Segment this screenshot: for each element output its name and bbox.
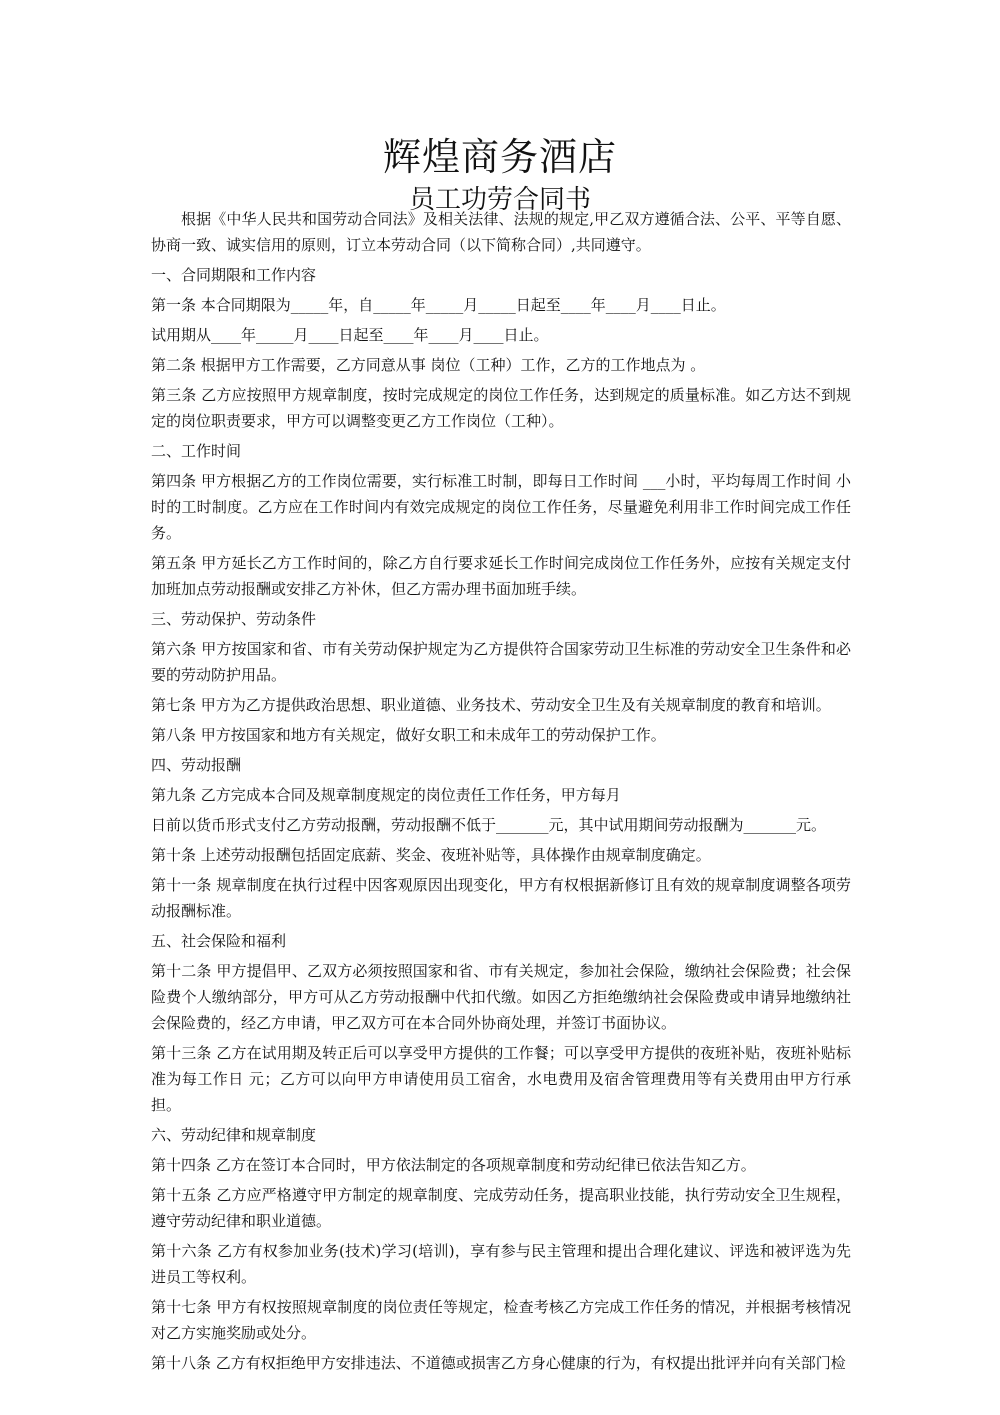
section-heading: 三、劳动保护、劳动条件 bbox=[151, 610, 317, 628]
clause-paragraph: 日前以货币形式支付乙方劳动报酬，劳动报酬不低于_______元，其中试用期间劳动报酬为_______元。 bbox=[151, 816, 827, 834]
clause-paragraph: 第九条 乙方完成本合同及规章制度规定的岗位责任工作任务，甲方每月 bbox=[151, 786, 621, 804]
contract-body bbox=[151, 206, 851, 1376]
section-heading: 六、劳动纪律和规章制度 bbox=[151, 1126, 317, 1144]
clause-paragraph: 第十条 上述劳动报酬包括固定底薪、奖金、夜班补贴等，具体操作由规章制度确定。 bbox=[151, 846, 711, 864]
clause-paragraph: 第七条 甲方为乙方提供政治思想、职业道德、业务技术、劳动安全卫生及有关规章制度的教育和培训。 bbox=[151, 696, 831, 714]
clause-paragraph: 第八条 甲方按国家和地方有关规定，做好女职工和未成年工的劳动保护工作。 bbox=[151, 726, 666, 744]
clause-paragraph: 第三条 乙方应按照甲方规章制度，按时完成规定的岗位工作任务，达到规定的质量标准。如乙方达不到规定的岗位职责要求，甲方可以调整变更乙方工作岗位（工种）。 bbox=[151, 386, 851, 430]
preamble-paragraph: 根据《中华人民共和国劳动合同法》及相关法律、法规的规定,甲乙双方遵循合法、公平、平等自愿、协商一致、诚实信用的原则，订立本劳动合同（以下简称合同）,共同遵守。 bbox=[151, 210, 851, 254]
clause-paragraph: 第二条 根据甲方工作需要，乙方同意从事 岗位（工种）工作，乙方的工作地点为 。 bbox=[151, 356, 706, 374]
section-heading: 五、社会保险和福利 bbox=[151, 932, 287, 950]
section-heading: 一、合同期限和工作内容 bbox=[151, 266, 317, 284]
clause-paragraph: 第十四条 乙方在签订本合同时，甲方依法制定的各项规章制度和劳动纪律已依法告知乙方。 bbox=[151, 1156, 756, 1174]
clause-paragraph: 第一条 本合同期限为_____年，自_____年_____月_____日起至____年____月____日止。 bbox=[151, 296, 726, 314]
clause-paragraph: 第十三条 乙方在试用期及转正后可以享受甲方提供的工作餐；可以享受甲方提供的夜班补贴，夜班补贴标准为每工作日 元；乙方可以向甲方申请使用员工宿舍，水电费用及宿舍管理费用等有关费用由甲方行承担。 bbox=[151, 1044, 851, 1114]
section-heading: 二、工作时间 bbox=[151, 442, 242, 460]
clause-paragraph: 试用期从____年_____月____日起至____年____月____日止。 bbox=[151, 326, 549, 344]
clause-paragraph: 第十八条 乙方有权拒绝甲方安排违法、不道德或损害乙方身心健康的行为，有权提出批评并向有关部门检 bbox=[151, 1354, 846, 1372]
clause-paragraph: 第十五条 乙方应严格遵守甲方制定的规章制度、完成劳动任务，提高职业技能，执行劳动安全卫生规程，遵守劳动纪律和职业道德。 bbox=[151, 1186, 851, 1230]
clause-paragraph: 第十六条 乙方有权参加业务(技术)学习(培训)，享有参与民主管理和提出合理化建议、评选和被评选为先进员工等权利。 bbox=[151, 1242, 851, 1286]
clause-paragraph: 第五条 甲方延长乙方工作时间的，除乙方自行要求延长工作时间完成岗位工作任务外，应按有关规定支付加班加点劳动报酬或安排乙方补休，但乙方需办理书面加班手续。 bbox=[151, 554, 851, 598]
document-title: 辉煌商务酒店 bbox=[382, 135, 617, 179]
clause-paragraph: 第六条 甲方按国家和省、市有关劳动保护规定为乙方提供符合国家劳动卫生标准的劳动安全卫生条件和必要的劳动防护用品。 bbox=[151, 640, 851, 684]
clause-paragraph: 第十二条 甲方提倡甲、乙双方必须按照国家和省、市有关规定，参加社会保险，缴纳社会保险费；社会保险费个人缴纳部分，甲方可从乙方劳动报酬中代扣代缴。如因乙方拒绝缴纳社会保险费或申请异地缴纳社会保险费的，经乙方申请，甲乙双方可在本合同外协商处理，并签订书面协议。 bbox=[151, 962, 851, 1032]
clause-paragraph: 第十七条 甲方有权按照规章制度的岗位责任等规定，检查考核乙方完成工作任务的情况，并根据考核情况对乙方实施奖励或处分。 bbox=[151, 1298, 851, 1342]
clause-paragraph: 第四条 甲方根据乙方的工作岗位需要，实行标准工时制，即每日工作时间 ___小时，平均每周工作时间 小时的工时制度。乙方应在工作时间内有效完成规定的岗位工作任务，尽量避免利用非工作时间完成工作任务。 bbox=[151, 472, 851, 542]
section-heading: 四、劳动报酬 bbox=[151, 756, 242, 774]
document-subtitle: 员工功劳合同书 bbox=[408, 185, 591, 215]
clause-paragraph: 第十一条 规章制度在执行过程中因客观原因出现变化，甲方有权根据新修订且有效的规章制度调整各项劳动报酬标准。 bbox=[151, 876, 851, 920]
